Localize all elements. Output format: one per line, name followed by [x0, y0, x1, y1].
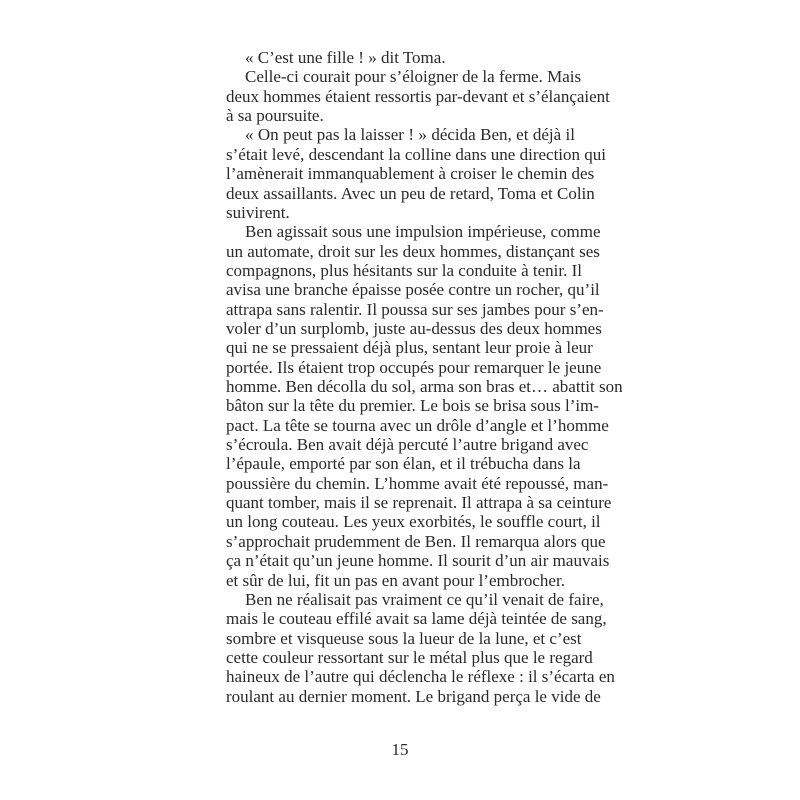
text-line: mais le couteau effilé avait sa lame déjà teintée de sang,: [226, 609, 607, 629]
text-line: Ben agissait sous une impulsion impérieuse, comme: [245, 222, 601, 242]
text-line: haineux de l’autre qui déclencha le réflexe : il s’écarta en: [226, 667, 615, 687]
text-line: attrapa sans ralentir. Il poussa sur ses jambes pour s’en-: [226, 299, 604, 319]
text-line: et sûr de lui, fit un pas en avant pour l’embrocher.: [226, 570, 565, 590]
text-line: deux assaillants. Avec un peu de retard, Toma et Colin: [226, 183, 595, 203]
text-line: bâton sur la tête du premier. Le bois se brisa sous l’im-: [226, 396, 599, 416]
text-line: qui ne se pressaient déjà plus, sentant leur proie à leur: [226, 338, 593, 358]
text-line: l’épaule, emporté par son élan, et il trébucha dans la: [226, 454, 581, 474]
text-line: ça n’était qu’un jeune homme. Il sourit d’un air mauvais: [226, 551, 610, 571]
text-line: Ben ne réalisait pas vraiment ce qu’il venait de faire,: [245, 589, 604, 609]
text-line: avisa une branche épaisse posée contre un rocher, qu’il: [226, 280, 600, 300]
text-line: l’amènerait immanquablement à croiser le chemin des: [226, 164, 595, 184]
text-line: cette couleur ressortant sur le métal plus que le regard: [226, 647, 593, 667]
text-line: s’écroula. Ben avait déjà percuté l’autre brigand avec: [226, 435, 589, 454]
text-line: roulant au dernier moment. Le brigand perça le vide de: [226, 686, 601, 706]
text-line: un automate, droit sur les deux hommes, distançant ses: [226, 241, 600, 261]
text-line: Celle-ci courait pour s’éloigner de la ferme. Mais: [245, 67, 582, 87]
text-line: voler d’un surplomb, juste au-dessus des deux hommes: [226, 318, 602, 338]
text-line: compagnons, plus hésitants sur la conduite à tenir. Il: [226, 260, 582, 280]
text-line: « On peut pas la laisser ! » décida Ben, et déjà il: [245, 125, 575, 145]
text-line: homme. Ben décolla du sol, arma son bras et… abattit son: [226, 377, 623, 396]
text-line: quant tomber, mais il se reprenait. Il attrapa à sa ceinture: [226, 493, 612, 513]
text-line: suivirent.: [226, 202, 290, 222]
text-line: à sa poursuite.: [226, 106, 324, 126]
text-line: « C’est une fille ! » dit Toma.: [245, 48, 446, 67]
page-number: 15: [391, 740, 409, 759]
text-line: s’approchait prudemment de Ben. Il remarqua alors que: [226, 531, 606, 551]
text-line: pact. La tête se tourna avec un drôle d’angle et l’homme: [226, 415, 609, 435]
text-line: s’était levé, descendant la colline dans une direction qui: [226, 144, 607, 164]
text-line: poussière du chemin. L’homme avait été repoussé, man-: [226, 473, 609, 493]
text-line: un long couteau. Les yeux exorbités, le souffle court, il: [226, 512, 601, 532]
text-line: sombre et visqueuse sous la lueur de la lune, et c’est: [226, 628, 582, 648]
text-line: portée. Ils étaient trop occupés pour remarquer le jeune: [226, 357, 602, 377]
text-line: deux hommes étaient ressortis par-devant et s’élançaient: [226, 86, 610, 106]
